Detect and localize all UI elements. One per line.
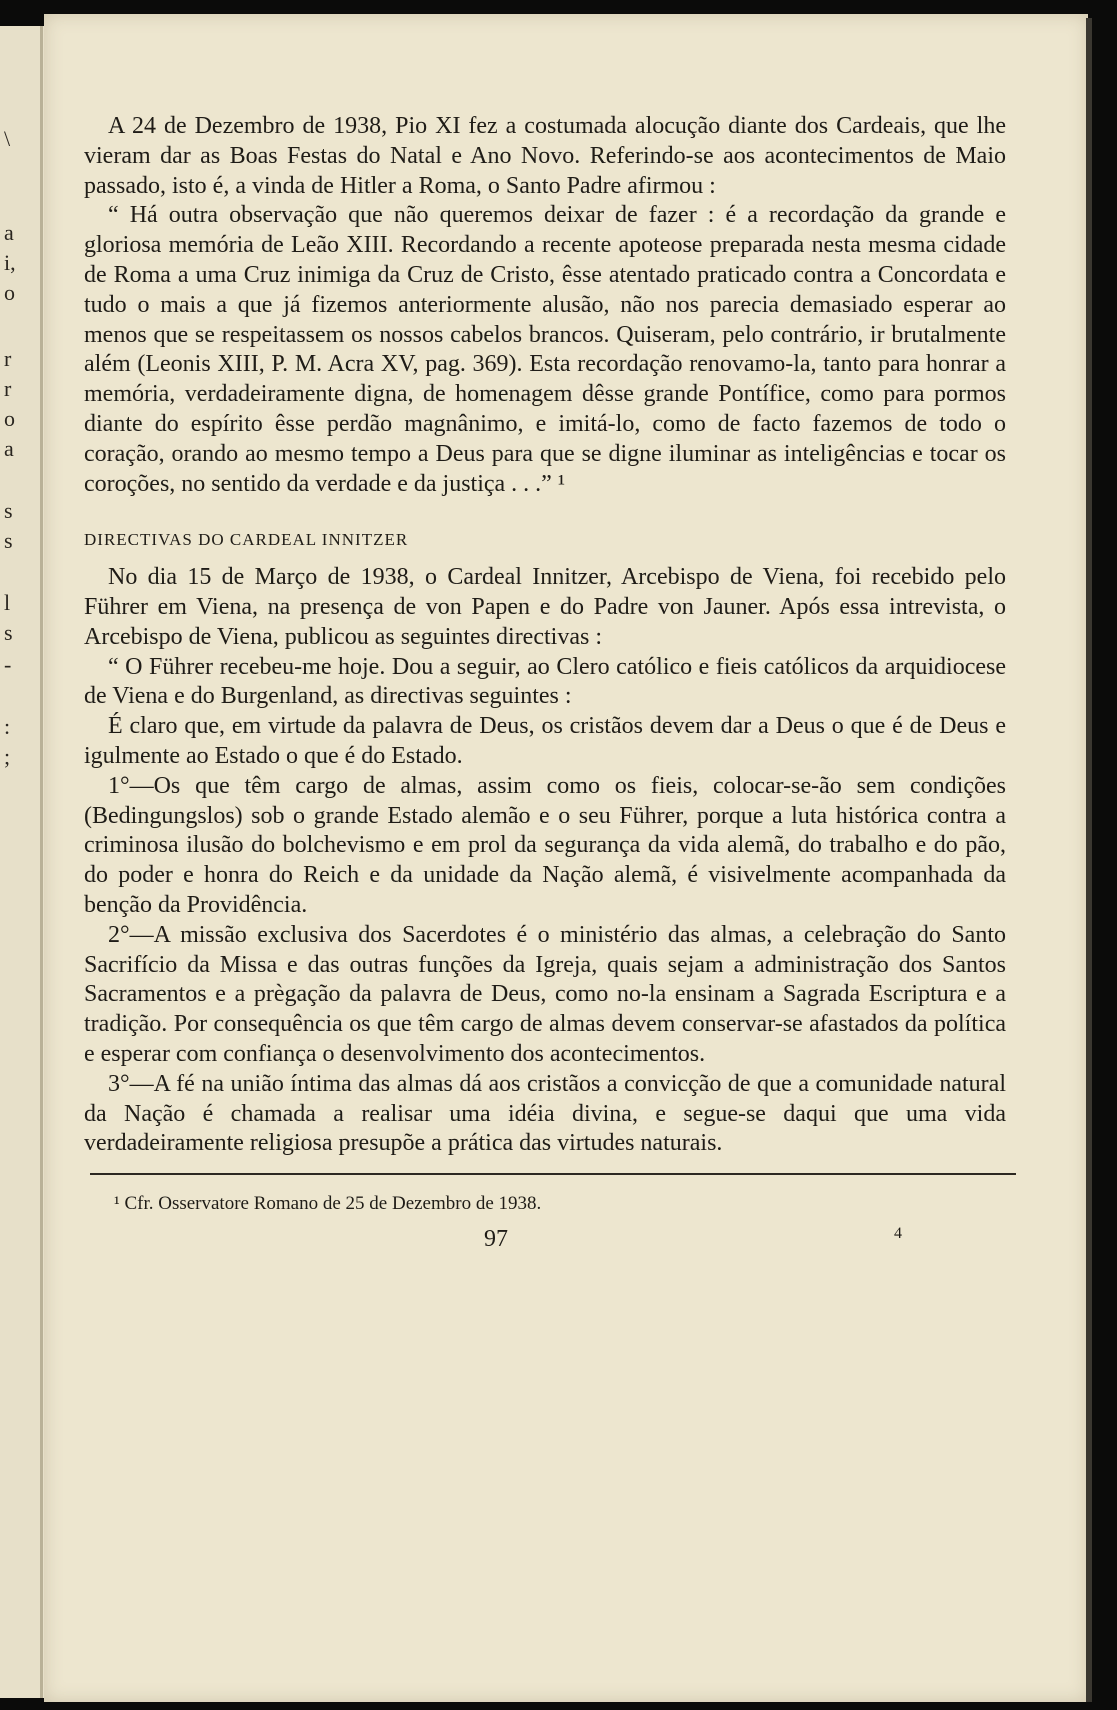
directive-3: 3°—A fé na união íntima das almas dá aos cristãos a convicção de que a comunidade natural da Nação é chamada a realisar uma idéia divina, e segue-se daqui que uma vida verdadeiramente religiosa presupõe a prática das virtudes naturais. bbox=[84, 1070, 1006, 1157]
margin-char: s bbox=[4, 528, 13, 553]
margin-char: r bbox=[4, 346, 12, 371]
margin-char: o bbox=[4, 406, 15, 431]
signature-mark: 4 bbox=[894, 1224, 902, 1242]
page-number: 97 bbox=[484, 1225, 508, 1252]
paragraph: No dia 15 de Março de 1938, o Cardeal Innitzer, Arcebispo de Viena, foi recebido pelo Führer em Viena, na presença de von Papen e do Padre von Jauner. Após essa intrevista, o Arcebispo de Viena, publicou as seguintes directivas : bbox=[84, 564, 1006, 650]
margin-char: r bbox=[4, 376, 12, 401]
paragraph: “ O Führer recebeu-me hoje. Dou a seguir, ao Clero católico e fieis católicos da arquidiocese de Viena e do Burgenland, as directivas seguintes : bbox=[84, 653, 1006, 710]
margin-char: s bbox=[4, 620, 13, 645]
paragraph: A 24 de Dezembro de 1938, Pio XI fez a costumada alocução diante dos Cardeais, que lhe vieram dar as Boas Festas do Natal e Ano Novo. Referindo-se aos acontecimentos de Maio passado, isto é, a vinda de Hitler a Roma, o Santo Padre afirmou : bbox=[84, 113, 1006, 199]
margin-char: a bbox=[4, 220, 14, 245]
paragraph: É claro que, em virtude da palavra de Deus, os cristãos devem dar a Deus o que é de Deus e igulmente ao Estado o que é do Estado. bbox=[84, 713, 1006, 769]
section-heading: DIRECTIVAS DO CARDEAL INNITZER bbox=[84, 530, 409, 550]
book-page bbox=[44, 14, 1088, 1702]
quote-paragraph: “ Há outra observação que não queremos deixar de fazer : é a recordação da grande e gloriosa memória de Leão XIII. Recordando a recente apoteose preparada nesta mesma cidade de Roma a uma Cruz inimiga da Cruz de Cristo, êsse atentado praticado contra a Concordata e tudo o mais a que já fizemos anteriormente alusão, não nos parecia demasiado esperar ao menos que se respeitassem os nossos cabelos brancos. Quiseram, pelo contrário, ir brutalmente além (Leonis XIII, P. M. Acra XV, pag. 369). Esta recordação renovamo-la, tanto para honrar a memória, verdadeiramente digna, de homenagem dêsse grande Pontífice, como para pormos diante do espírito êsse perdão magnânimo, e imitá-lo, como de facto fazemos de todo o coração, orando ao mesmo tempo a Deus para que se digne iluminar as inteligências e tocar os coroções, no sentido da verdade e da justiça . . .” ¹ bbox=[84, 202, 1006, 497]
margin-char: l bbox=[4, 590, 11, 615]
margin-char: ; bbox=[4, 744, 11, 769]
directive-1: 1°—Os que têm cargo de almas, assim como os fieis, colocar-se-ão sem condições (Bedingungslos) sob o grande Estado alemão e o seu Führer, porque a luta histórica contra a criminosa ilusão do bolchevismo e em prol da segurança da vida alemã, do trabalho e do pão, do poder e honra do Reich e da unidade da Nação alemã, é visivelmente acompanhada da benção da Providência. bbox=[84, 772, 1006, 918]
footnote-rule bbox=[90, 1173, 1016, 1175]
previous-page-strip bbox=[0, 26, 44, 1698]
body-text bbox=[84, 112, 1006, 1259]
margin-char: : bbox=[4, 714, 11, 739]
margin-char: \ bbox=[4, 126, 11, 151]
margin-char: - bbox=[4, 652, 12, 677]
margin-char: s bbox=[4, 498, 13, 523]
margin-char: a bbox=[4, 436, 14, 461]
directive-2: 2°—A missão exclusiva dos Sacerdotes é o ministério das almas, a celebração do Santo Sacrifício da Missa e das outras funções da Igreja, quais sejam a administração dos Santos Sacramentos e a prègação da palavra de Deus, como no-la ensinam a Sagrada Escriptura e a tradição. Por consequência os que têm cargo de almas devem conservar-se afastados da política e esperar com confiança o desenvolvimento dos acontecimentos. bbox=[84, 921, 1006, 1067]
page-gutter bbox=[40, 26, 43, 1698]
margin-char: i, bbox=[4, 250, 16, 275]
margin-char: o bbox=[4, 280, 15, 305]
page-edge bbox=[1086, 18, 1092, 1702]
footnote: ¹ Cfr. Osservatore Romano de 25 de Dezembro de 1938. bbox=[114, 1193, 542, 1215]
